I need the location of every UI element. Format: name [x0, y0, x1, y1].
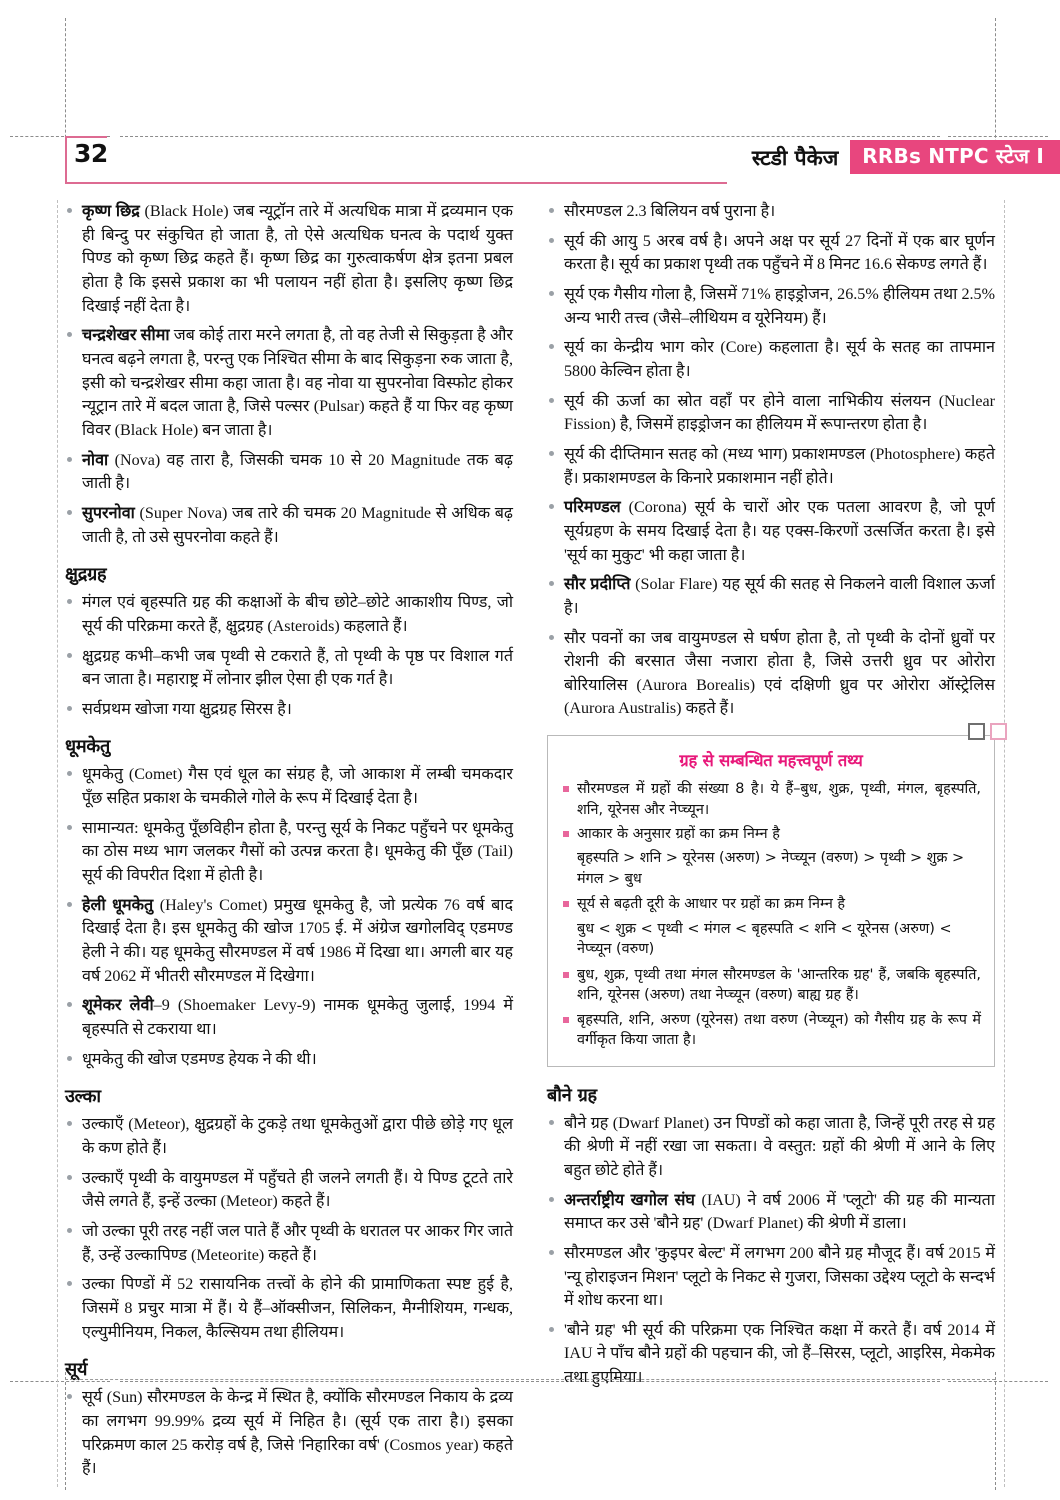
- list-item-text: (Nova) वह तारा है, जिसकी चमक 10 से 20 Magnitude तक बढ़ जाती है।: [82, 451, 513, 493]
- list-item: [547, 1112, 995, 1183]
- list-item-text: सामान्यत: धूमकेतु पूँछविहीन होता है, परन्तु सूर्य के निकट पहुँचने पर धूमकेतु का ठोस मध्य भाग जलकर गैसों को उत्पन्न करता है। धूमकेतु की पूँछ (Tail) सूर्य की विपरीत दिशा में होती है।: [82, 819, 513, 885]
- list-stars: [65, 200, 513, 549]
- list-item: [65, 817, 513, 888]
- list-item-text: धूमकेतु (Comet) गैस एवं धूल का संग्रह है, जो आकाश में लम्बी चमकदार पूँछ सहित प्रकाश के चमकीले गोले के रूप में दिखाई देता है।: [82, 766, 513, 808]
- page-header: [65, 136, 1044, 188]
- list-item: [65, 1113, 513, 1160]
- list-item-text: बौने ग्रह (Dwarf Planet) उन पिण्डों को कहा जाता है, जिन्हें पूरी तरह से ग्रह की श्रेणी में नहीं रखा जा सकता। वे वस्तुत: ग्रहों की श्रेणी में आने के लिए बहुत छोटे होते हैं।: [564, 1114, 995, 1179]
- list-item: [547, 443, 995, 490]
- list-item-text: –9 (Shoemaker Levy-9) नामक धूमकेतु जुलाई, 1994 में बृहस्पति से टकराया था।: [82, 997, 514, 1039]
- factbox-item: सूर्य से बढ़ती दूरी के आधार पर ग्रहों का क्रम निम्न है: [561, 894, 981, 914]
- header-rule: [65, 182, 727, 184]
- term-label: सुपरनोवा: [82, 504, 135, 522]
- heading-meteor: उल्का: [65, 1086, 101, 1108]
- list-comet: [65, 763, 513, 1071]
- box-corner-decoration: [968, 723, 1007, 740]
- list-item-text: (Super Nova) जब तारे की चमक 20 Magnitude से अधिक बढ़ जाती है, तो उसे सुपरनोवा कहते हैं।: [82, 504, 513, 546]
- list-item-text: 'बौने ग्रह' भी सूर्य की परिक्रमा एक निश्चित कक्षा में करते हैं। वर्ष 2014 में IAU ने पाँच बौने ग्रहों की पहचान की, जो हैं–सिरस, प्लूटो, आइरिस, मेकमेक तथा हुएमिया।: [564, 1321, 995, 1387]
- term-label: अन्तर्राष्ट्रीय खगोल संघ: [564, 1191, 695, 1209]
- list-asteroids: [65, 591, 513, 721]
- factbox-list: [561, 779, 981, 1050]
- list-item-text: उल्का पिण्डों में 52 रासायनिक तत्त्वों के होने की प्रामाणिकता स्पष्ट हुई है, जिसमें 8 प्रचुर मात्रा में हैं। ये हैं–ऑक्सीजन, सिलिकन, मैग्नीशियम, गन्धक, एल्युमीनियम, निकल, कैल्सियम तथा हीलियम।: [82, 1276, 513, 1341]
- factbox-item: आकार के अनुसार ग्रहों का क्रम निम्न है: [561, 824, 981, 844]
- list-item-text: सूर्य की आयु 5 अरब वर्ष है। अपने अक्ष पर सूर्य 27 दिनों में एक बार घूर्णन करता है। सूर्य का प्रकाश पृथ्वी तक पहुँचने में 8 मिनट 16.6 सेकण्ड लगते हैं।: [564, 232, 995, 274]
- heading-dwarf-planet: बौने ग्रह: [547, 1084, 597, 1106]
- page-bottom-rule: [65, 1379, 995, 1380]
- list-item-text: सौर पवनों का जब वायुमण्डल से घर्षण होता है, तो पृथ्वी के दोनों ध्रुवों पर रोशनी की बरसात जैसा नजारा होता है, जिसे उत्तरी ध्रुव पर ओरोरा बोरियालिस (Aurora Borealis) एवं दक्षिणी ध्रुव पर ओरोरा ऑस्ट्रेलिस (Aurora Australis) कहते हैं।: [564, 629, 995, 718]
- list-item: [547, 230, 995, 277]
- brand-badge: RRBs NTPC स्टेज I: [850, 140, 1060, 174]
- list-item: [547, 627, 995, 722]
- cropmark-right-bottom: [995, 1372, 996, 1490]
- list-item-text: धूमकेतु की खोज एडमण्ड हेयक ने की थी।: [82, 1050, 317, 1068]
- right-column: [547, 200, 995, 1487]
- square-pink-icon: [990, 723, 1007, 740]
- list-item: [65, 1220, 513, 1267]
- list-item-text: (IAU) ने वर्ष 2006 में 'प्लूटो' की ग्रह की मान्यता समाप्त कर उसे 'बौने ग्रह' (Dwarf Planet) की श्रेणी में डाला।: [564, 1191, 995, 1233]
- column-guide-line-left: [57, 200, 58, 1487]
- heading-comet: धूमकेतु: [65, 736, 111, 758]
- list-item-text: उल्काएँ (Meteor), क्षुद्रग्रहों के टुकड़े तथा धूमकेतुओं द्वारा पीछे छोड़े गए धूल के कण होते हैं।: [82, 1116, 513, 1157]
- heading-sun: सूर्य: [65, 1359, 88, 1381]
- list-item: [547, 200, 995, 224]
- term-label: शूमेकर लेवी: [82, 997, 154, 1015]
- list-item-text: जो उल्का पूरी तरह नहीं जल पाते हैं और पृथ्वी के धरातल पर आकर गिर जाते हैं, उन्हें उल्कापिण्ड (Meteorite) कहते हैं।: [82, 1222, 513, 1264]
- list-item: [65, 200, 513, 318]
- list-dwarf-planet: [547, 1112, 995, 1390]
- list-item-text: सूर्य का केन्द्रीय भाग कोर (Core) कहलाता है। सूर्य के सतह का तापमान 5800 केल्विन होता है।: [564, 339, 995, 380]
- factbox-subline: बुध < शुक्र < पृथ्वी < मंगल < बृहस्पति < शनि < यूरेनस (अरुण) < नेप्च्यून (वरुण): [577, 920, 952, 958]
- page-content: [65, 136, 1044, 1478]
- term-label: सौर प्रदीप्ति: [564, 576, 631, 594]
- heading-asteroids: क्षुद्रग्रह: [65, 564, 107, 586]
- term-label: नोवा: [82, 451, 109, 469]
- list-meteor: [65, 1113, 513, 1344]
- list-sun: [65, 1386, 513, 1481]
- term-label: हेली धूमकेतु: [82, 896, 154, 914]
- list-item: [547, 496, 995, 567]
- list-item-text: सूर्य एक गैसीय गोला है, जिसमें 71% हाइड्रोजन, 26.5% हीलियम तथा 2.5% अन्य भारी तत्त्व (जैसे–लीथियम व यूरेनियम) हैं।: [564, 285, 995, 327]
- factbox-item: बुध, शुक्र, पृथ्वी तथा मंगल सौरमण्डल के 'आन्तरिक ग्रह' हैं, जबकि बृहस्पति, शनि, यूरेनस (अरुण) तथा नेप्च्यून (वरुण) बाह्य ग्रह हैं।: [561, 965, 981, 1006]
- term-label: परिमण्डल: [564, 499, 621, 517]
- list-item: [65, 324, 513, 442]
- list-item-text: जब कोई तारा मरने लगता है, तो वह तेजी से सिकुड़ता है और घनत्व बढ़ने लगता है, परन्तु एक निश्चित सीमा के बाद सिकुड़ना रुक जाता है, इसी को चन्द्रशेखर सीमा कहा जाता है। वह नोवा या सुपरनोवा विस्फोट होकर न्यूट्रान तारे में बदल जाता है, जिसे पल्सर (Pulsar) कहते हैं या फिर वह कृष्ण विवर (Black Hole) बन जाता है।: [82, 327, 513, 439]
- cropmark-right-top: [995, 18, 996, 158]
- header-branding: [752, 140, 1060, 174]
- list-item: [65, 502, 513, 549]
- list-item: [65, 698, 513, 722]
- brand-title: स्टडी पैकेज: [751, 146, 839, 170]
- list-item-text: क्षुद्रग्रह कभी–कभी जब पृथ्वी से टकराते हैं, तो पृथ्वी के पृष्ठ पर विशाल गर्त बन जाता है। महाराष्ट्र में लोनार झील ऐसा ही एक गर्त है।: [82, 647, 513, 689]
- list-item: [547, 573, 995, 620]
- list-item: [65, 1273, 513, 1344]
- factbox-title: ग्रह से सम्बन्धित महत्त्वपूर्ण तथ्य: [679, 751, 863, 771]
- list-item: [65, 591, 513, 638]
- list-item: [547, 336, 995, 383]
- left-column: [65, 200, 513, 1487]
- list-item: [65, 763, 513, 810]
- list-item-text: सूर्य की दीप्तिमान सतह को (मध्य भाग) प्रकाशमण्डल (Photosphere) कहते हैं। प्रकाशमण्डल के किनारे प्रकाशमान नहीं होते।: [564, 445, 995, 487]
- list-item: [547, 283, 995, 330]
- list-item-text: (Haley's Comet) प्रमुख धूमकेतु है, जो प्रत्येक 76 वर्ष बाद दिखाई देता है। इस धूमकेतु की खोज 1705 ई. में अंग्रेज खगोलविद् एडमण्ड हेली ने की। यह धूमकेतु सौरमण्डल में वर्ष 1986 में दिखा था। अगली बार यह वर्ष 2062 में भीतरी सौरमण्डल में दिखेगा।: [82, 896, 513, 985]
- factbox-item: बृहस्पति, शनि, अरुण (यूरेनस) तथा वरुण (नेप्च्यून) को गैसीय ग्रह के रूप में वर्गीकृत किया जाता है।: [561, 1010, 981, 1051]
- column-guide-line-right: [1004, 200, 1005, 1487]
- list-sun-facts: [547, 200, 995, 721]
- list-item: [547, 390, 995, 437]
- list-item: [65, 449, 513, 496]
- list-item: [547, 1189, 995, 1236]
- list-item-text: सूर्य की ऊर्जा का स्रोत वहाँ पर होने वाला नाभिकीय संलयन (Nuclear Fission) है, जिसमें हाइड्रोजन का हीलियम में रूपान्तरण होता है।: [564, 392, 995, 434]
- list-item-text: मंगल एवं बृहस्पति ग्रह की कक्षाओं के बीच छोटे–छोटे आकाशीय पिण्ड, जो सूर्य की परिक्रमा करते हैं, क्षुद्रग्रह (Asteroids) कहलाते हैं।: [82, 594, 513, 635]
- list-item-text: उल्काएँ पृथ्वी के वायुमण्डल में पहुँचते ही जलने लगती हैं। ये पिण्ड टूटते तारे जैसे लगते हैं, इन्हें उल्का (Meteor) कहते हैं।: [82, 1169, 513, 1211]
- list-item: [547, 1242, 995, 1313]
- square-gray-icon: [968, 723, 985, 740]
- list-item-text: सूर्य (Sun) सौरमण्डल के केन्द्र में स्थित है, क्योंकि सौरमण्डल निकाय के द्रव्य का लगभग 99.99% द्रव्य सूर्य में निहित है। (सूर्य एक तारा है।) इसका परिक्रमण काल 25 करोड़ वर्ष है, जिसे 'निहारिका वर्ष' (Cosmos year) कहते हैं।: [82, 1389, 513, 1478]
- factbox-item: सौरमण्डल में ग्रहों की संख्या 8 है। ये हैं–बुध, शुक्र, पृथ्वी, मंगल, बृहस्पति, शनि, यूरेनस और नेप्च्यून।: [561, 779, 981, 820]
- term-label: चन्द्रशेखर सीमा: [82, 327, 170, 345]
- list-item-text: (Corona) सूर्य के चारों ओर एक पतला आवरण है, जो पूर्ण सूर्यग्रहण के समय दिखाई देता है। यह एक्स-किरणों उत्सर्जित करता है। इसे 'सूर्य का मुकुट' भी कहा जाता है।: [564, 499, 995, 564]
- list-item: [65, 1167, 513, 1214]
- list-item-text: सर्वप्रथम खोजा गया क्षुद्रग्रह सिरस है।: [82, 700, 292, 718]
- list-item: [65, 994, 513, 1041]
- list-item-text: सौरमण्डल और 'कुइपर बेल्ट' में लगभग 200 बौने ग्रह मौजूद हैं। वर्ष 2015 में 'न्यू होराइजन मिशन' प्लूटो के निकट से गुजरा, जिसका उद्देश्य प्लूटो के सन्दर्भ में शोध करना था।: [564, 1244, 995, 1310]
- page-number: 32: [74, 139, 108, 168]
- list-item-text: (Solar Flare) यह सूर्य की सतह से निकलने वाली विशाल ऊर्जा है।: [564, 576, 996, 617]
- list-item: [65, 1386, 513, 1481]
- term-label: कृष्ण छिद्र: [82, 203, 140, 220]
- list-item: [65, 645, 513, 692]
- list-item-text: (Black Hole) जब न्यूट्रॉन तारे में अत्यधिक मात्रा में द्रव्यमान एक ही बिन्दु पर संकुचित हो जाता है, तो ऐसे अत्यधिक घनत्व के पदार्थ युक्त पिण्ड को कृष्ण छिद्र कहते हैं। कृष्ण छिद्र का गुरुत्वाकर्षण क्षेत्र इतना प्रबल होता है कि इससे प्रकाश का भी पलायन नहीं होता है। इसलिए कृष्ण छिद्र दिखाई नहीं देता है।: [82, 203, 513, 315]
- list-item-text: सौरमण्डल 2.3 बिलियन वर्ष पुराना है।: [564, 203, 776, 220]
- two-column-body: [65, 200, 995, 1487]
- factbox-subline: बृहस्पति > शनि > यूरेनस (अरुण) > नेप्च्यून (वरुण) > पृथ्वी > शुक्र > मंगल > बुध: [577, 850, 965, 887]
- list-item: [65, 894, 513, 989]
- list-item: [65, 1048, 513, 1072]
- important-facts-box: [547, 735, 995, 1066]
